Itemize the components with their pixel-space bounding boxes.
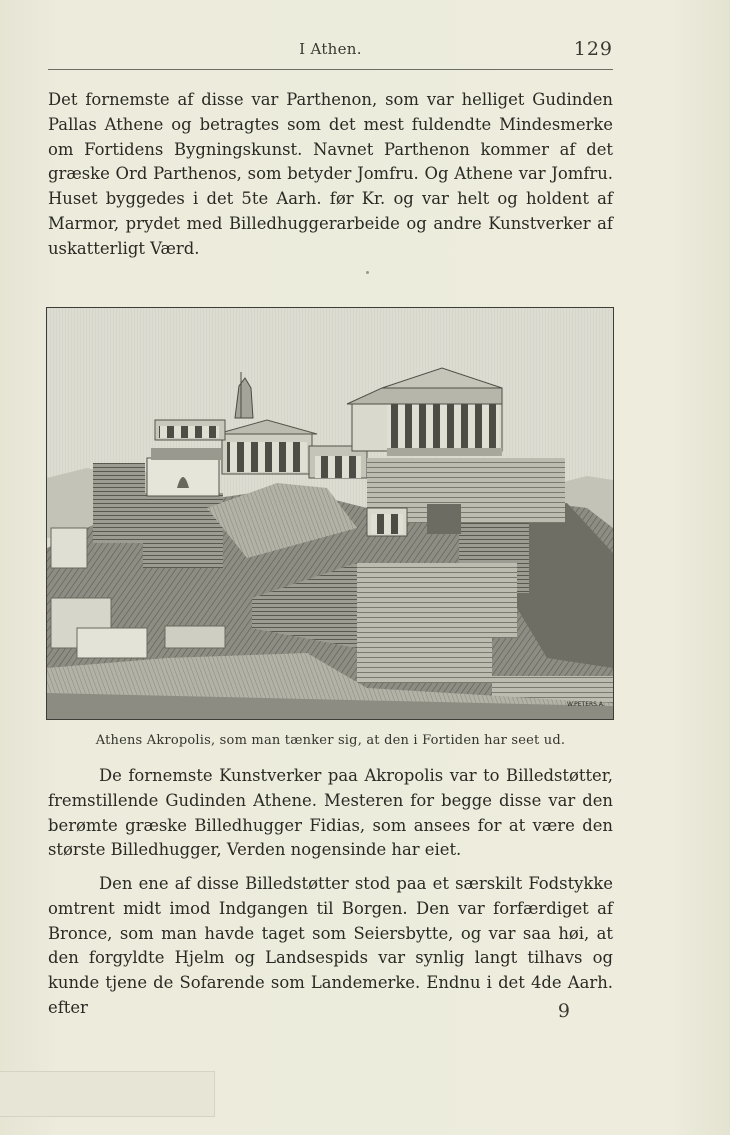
page-number: 129 <box>573 38 613 60</box>
paragraph-3 <box>48 872 613 1021</box>
ink-speck <box>366 271 369 274</box>
paragraph-text: Det fornemste af disse var Parthenon, som var helliget Gudinden Pallas Athene og betragtes som det mest fuldendte Mindesmerke om Fortidens Bygningskunst. Navnet Parthenon kommer af det græske Ord Parthenos, som betyder Jomfru. Og Athene var Jomfru. Huset byggedes i det 5te Aarh. før Kr. og var helt og holdent af Marmor, prydet med Billedhuggerarbeide og andre Kunstverker af uskatterligt Værd. <box>48 90 613 258</box>
header-rule <box>48 69 613 70</box>
engraver-signature: W.PETERS.A. <box>567 701 605 708</box>
running-head: I Athen. <box>299 40 362 58</box>
figure-caption: Athens Akropolis, som man tænker sig, at den i Fortiden har seet ud. <box>95 733 566 748</box>
sheet-signature: 9 <box>557 1000 570 1022</box>
paragraph-2 <box>48 764 613 863</box>
paragraph-text: Den ene af disse Billedstøtter stod paa et særskilt Fodstykke omtrent midt imod Indgangen til Borgen. Den var forfærdiget af Bronce, som man havde taget som Seiersbytte, og var saa høi, at den forgyldte Hjelm og Landsespids var synlig langt tilhavs og kunde tjene de Sofarende som Landemerke. Endnu i det 4de Aarh. efter <box>48 874 613 1017</box>
figure-illustration <box>46 307 614 720</box>
page-header <box>48 36 613 66</box>
paragraph-1 <box>48 88 613 262</box>
scan-paper-slip <box>0 1071 215 1117</box>
paragraph-text: De fornemste Kunstverker paa Akropolis var to Billedstøtter, fremstillende Gudinden Athene. Mesteren for begge disse var den berømte græske Billedhugger Fidias, som ansees for at være den største Billedhugger, Verden nogensinde har eiet. <box>48 766 613 860</box>
acropolis-engraving <box>47 308 613 719</box>
